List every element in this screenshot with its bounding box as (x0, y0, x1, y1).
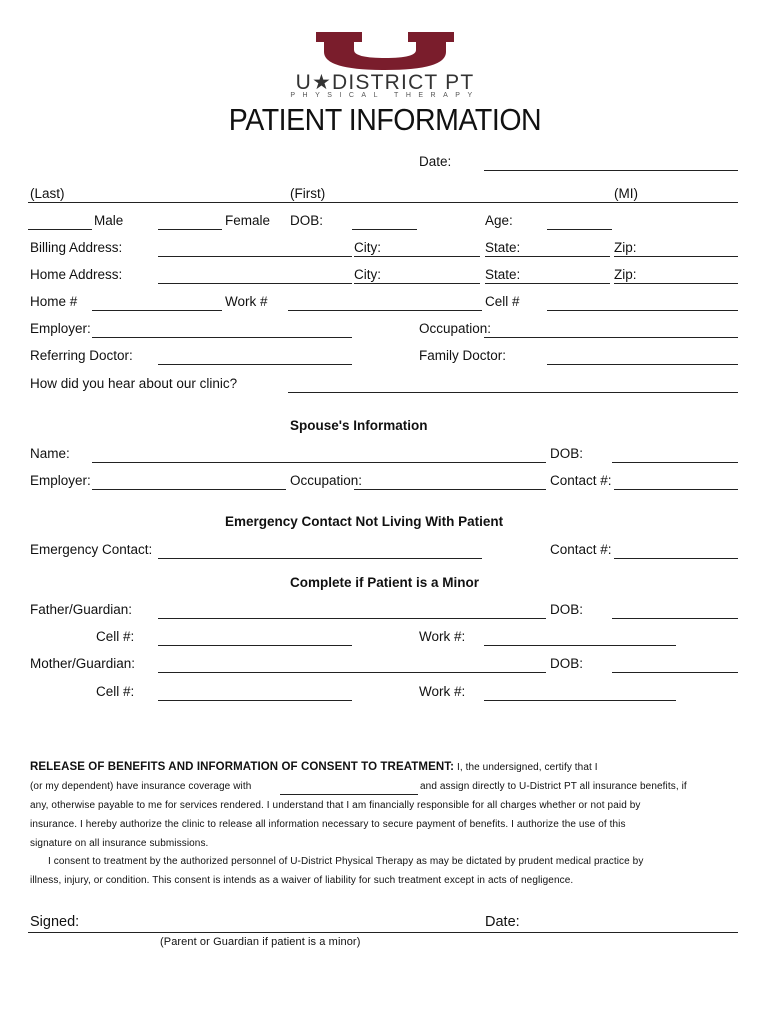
release-text-4: insurance. I hereby authorize the clinic to release all information necessary to secure payment of benefits. I authorize the use of this (30, 819, 626, 830)
billing-zip-line[interactable] (614, 256, 738, 257)
hear-about-label: How did you hear about our clinic? (30, 376, 238, 391)
release-heading: RELEASE OF BENEFITS AND INFORMATION OF CONSENT TO TREATMENT: (30, 761, 455, 773)
release-text-5: signature on all insurance submissions. (30, 838, 209, 849)
father-cell-label: Cell #: (96, 629, 135, 644)
minor-heading: Complete if Patient is a Minor (290, 575, 480, 590)
mother-dob-line[interactable] (612, 672, 738, 673)
billing-city-label: City: (354, 240, 381, 255)
billing-address-label: Billing Address: (30, 240, 123, 255)
hear-about-line[interactable] (288, 392, 738, 393)
employer-line[interactable] (92, 337, 352, 338)
name-line[interactable] (28, 202, 738, 203)
father-dob-line[interactable] (612, 618, 738, 619)
signature-line[interactable] (28, 932, 738, 933)
male-label: Male (94, 213, 124, 228)
billing-state-line[interactable] (485, 256, 610, 257)
spouse-dob-line[interactable] (612, 462, 738, 463)
occupation-line[interactable] (484, 337, 738, 338)
spouse-dob-label: DOB: (550, 446, 584, 461)
release-text-6: I consent to treatment by the authorized personnel of U-District Physical Therapy as may be dictated by prudent medical practice by (48, 856, 644, 867)
mother-work-line[interactable] (484, 700, 676, 701)
referring-doctor-label: Referring Doctor: (30, 348, 133, 363)
home-state-label: State: (485, 267, 521, 282)
release-text-1: I, the undersigned, certify that I (456, 762, 598, 773)
home-phone-line[interactable] (92, 310, 222, 311)
spouse-employer-line[interactable] (92, 489, 286, 490)
female-label: Female (225, 213, 271, 228)
father-dob-label: DOB: (550, 602, 584, 617)
billing-zip-label: Zip: (614, 240, 637, 255)
home-zip-label: Zip: (614, 267, 637, 282)
logo-u-mark (290, 30, 480, 70)
family-doctor-line[interactable] (547, 364, 738, 365)
father-label: Father/Guardian: (30, 602, 133, 617)
spouse-employer-label: Employer: (30, 473, 91, 488)
billing-address-line[interactable] (158, 256, 352, 257)
spouse-contact-line[interactable] (614, 489, 738, 490)
date-label: Date: (419, 154, 452, 169)
release-line-1 (30, 761, 598, 774)
age-line[interactable] (547, 229, 612, 230)
spouse-name-label: Name: (30, 446, 70, 461)
mother-dob-label: DOB: (550, 656, 584, 671)
father-work-line[interactable] (484, 645, 676, 646)
last-name-label: (Last) (30, 186, 65, 201)
cell-phone-line[interactable] (547, 310, 738, 311)
father-line[interactable] (158, 618, 546, 619)
father-cell-line[interactable] (158, 645, 352, 646)
home-address-label: Home Address: (30, 267, 123, 282)
male-checkline[interactable] (28, 229, 92, 230)
father-work-label: Work #: (419, 629, 466, 644)
mother-label: Mother/Guardian: (30, 656, 136, 671)
employer-label: Employer: (30, 321, 91, 336)
home-zip-line[interactable] (614, 283, 738, 284)
mother-cell-label: Cell #: (96, 684, 135, 699)
mother-work-label: Work #: (419, 684, 466, 699)
home-city-line[interactable] (354, 283, 480, 284)
dob-line[interactable] (352, 229, 417, 230)
spouse-contact-label: Contact #: (550, 473, 612, 488)
work-phone-label: Work # (225, 294, 268, 309)
spouse-name-line[interactable] (92, 462, 546, 463)
female-checkline[interactable] (158, 229, 222, 230)
age-label: Age: (485, 213, 513, 228)
home-phone-label: Home # (30, 294, 78, 309)
home-state-line[interactable] (485, 283, 610, 284)
signed-label: Signed: (30, 914, 80, 930)
dob-label: DOB: (290, 213, 324, 228)
spouse-heading: Spouse's Information (290, 418, 428, 433)
spouse-occupation-line[interactable] (354, 489, 546, 490)
middle-initial-label: (MI) (614, 186, 638, 201)
occupation-label: Occupation: (419, 321, 492, 336)
cell-phone-label: Cell # (485, 294, 520, 309)
family-doctor-label: Family Doctor: (419, 348, 507, 363)
spouse-occupation-label: Occupation: (290, 473, 363, 488)
billing-city-line[interactable] (354, 256, 480, 257)
mother-line[interactable] (158, 672, 546, 673)
page-title: PATIENT INFORMATION (228, 102, 542, 137)
release-text-2a: (or my dependent) have insurance coverage with (30, 781, 252, 792)
billing-state-label: State: (485, 240, 521, 255)
first-name-label: (First) (290, 186, 326, 201)
date-line[interactable] (484, 170, 738, 171)
logo-wordmark: U★DISTRICT PT (295, 71, 475, 94)
release-text-2b: and assign directly to U-District PT all insurance benefits, if (420, 781, 687, 792)
referring-doctor-line[interactable] (158, 364, 352, 365)
emergency-number-line[interactable] (614, 558, 738, 559)
logo-subtitle: PHYSICAL THERAPY (290, 92, 480, 99)
home-address-line[interactable] (158, 283, 352, 284)
home-city-label: City: (354, 267, 381, 282)
signature-date-label: Date: (485, 914, 520, 930)
release-text-3: any, otherwise payable to me for services rendered. I understand that I am financially responsible for all charges whether or not paid by (30, 800, 641, 811)
mother-cell-line[interactable] (158, 700, 352, 701)
insurance-company-line[interactable] (280, 794, 418, 795)
emergency-number-label: Contact #: (550, 542, 612, 557)
emergency-contact-line[interactable] (158, 558, 482, 559)
work-phone-line[interactable] (288, 310, 482, 311)
release-text-7: illness, injury, or condition. This consent is intends as a waiver of liability for such treatment except in acts of negligence. (30, 875, 574, 886)
signature-note: (Parent or Guardian if patient is a minor) (160, 936, 361, 948)
emergency-contact-label: Emergency Contact: (30, 542, 153, 557)
emergency-heading: Emergency Contact Not Living With Patient (225, 514, 504, 529)
